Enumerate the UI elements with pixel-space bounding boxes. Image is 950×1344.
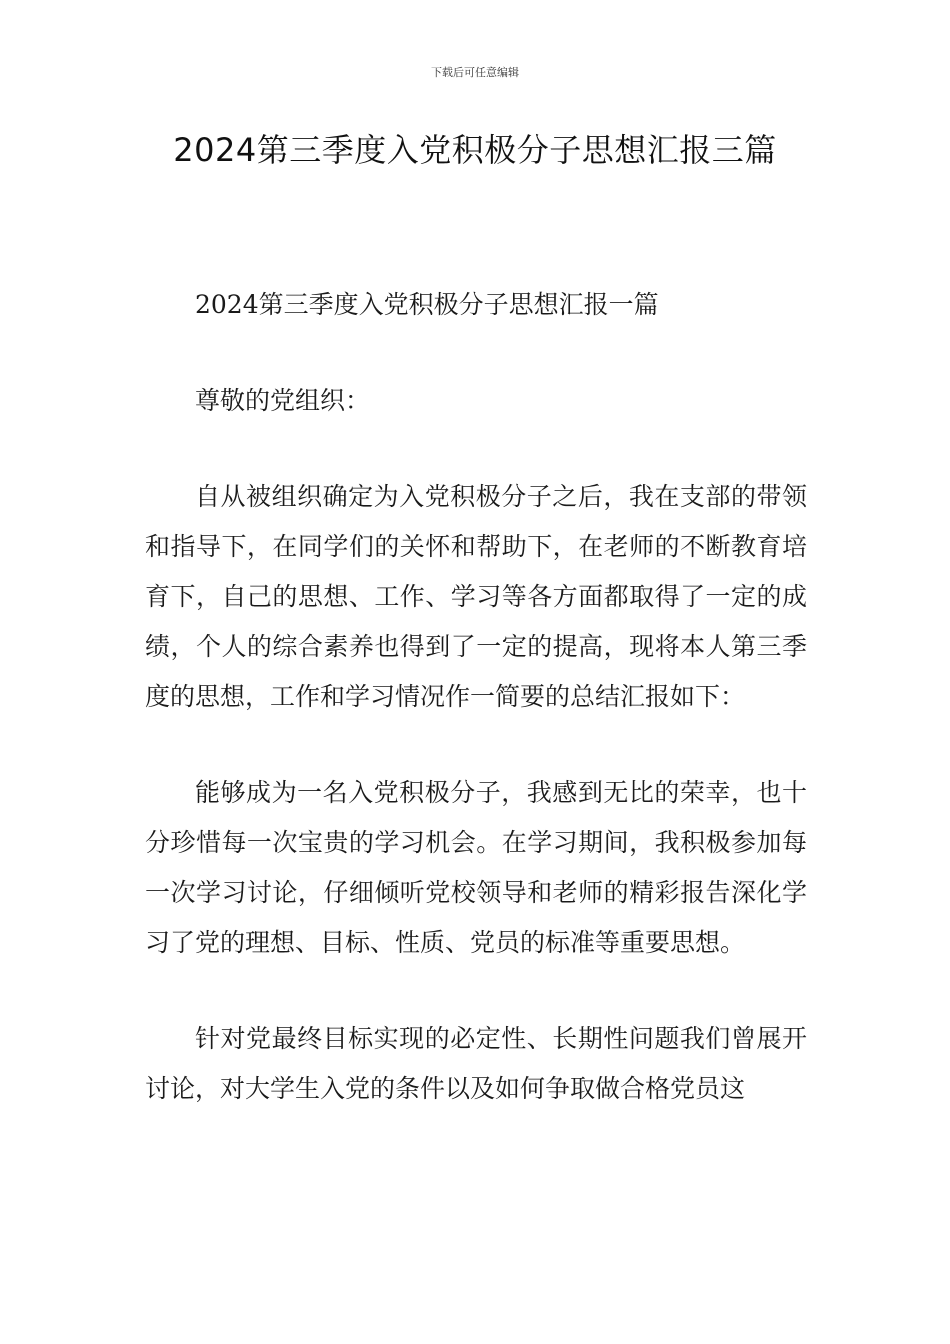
salutation: 尊敬的党组织： xyxy=(195,386,371,415)
paragraph-1: 自从被组织确定为入党积极分子之后，我在支部的带领和指导下，在同学们的关怀和帮助下，在老师的不断教育培育下，自己的思想、工作、学习等各方面都取得了一定的成绩，个人的综合素养也得到了一定的提高，现将本人第三季度的思想，工作和学习情况作一简要的总结汇报如下： xyxy=(145,482,807,711)
document-title: 2024第三季度入党积极分子思想汇报三篇 xyxy=(173,131,777,169)
document-body xyxy=(145,280,807,1114)
paragraph-3: 针对党最终目标实现的必定性、长期性问题我们曾展开讨论，对大学生入党的条件以及如何争取做合格党员这 xyxy=(145,1024,807,1103)
section-heading: 2024第三季度入党积极分子思想汇报一篇 xyxy=(195,290,659,319)
paragraph-2: 能够成为一名入党积极分子，我感到无比的荣幸，也十分珍惜每一次宝贵的学习机会。在学习期间，我积极参加每一次学习讨论，仔细倾听党校领导和老师的精彩报告深化学习了党的理想、目标、性质、党员的标准等重要思想。 xyxy=(145,778,807,957)
header-note: 下载后可任意编辑 xyxy=(431,66,519,79)
